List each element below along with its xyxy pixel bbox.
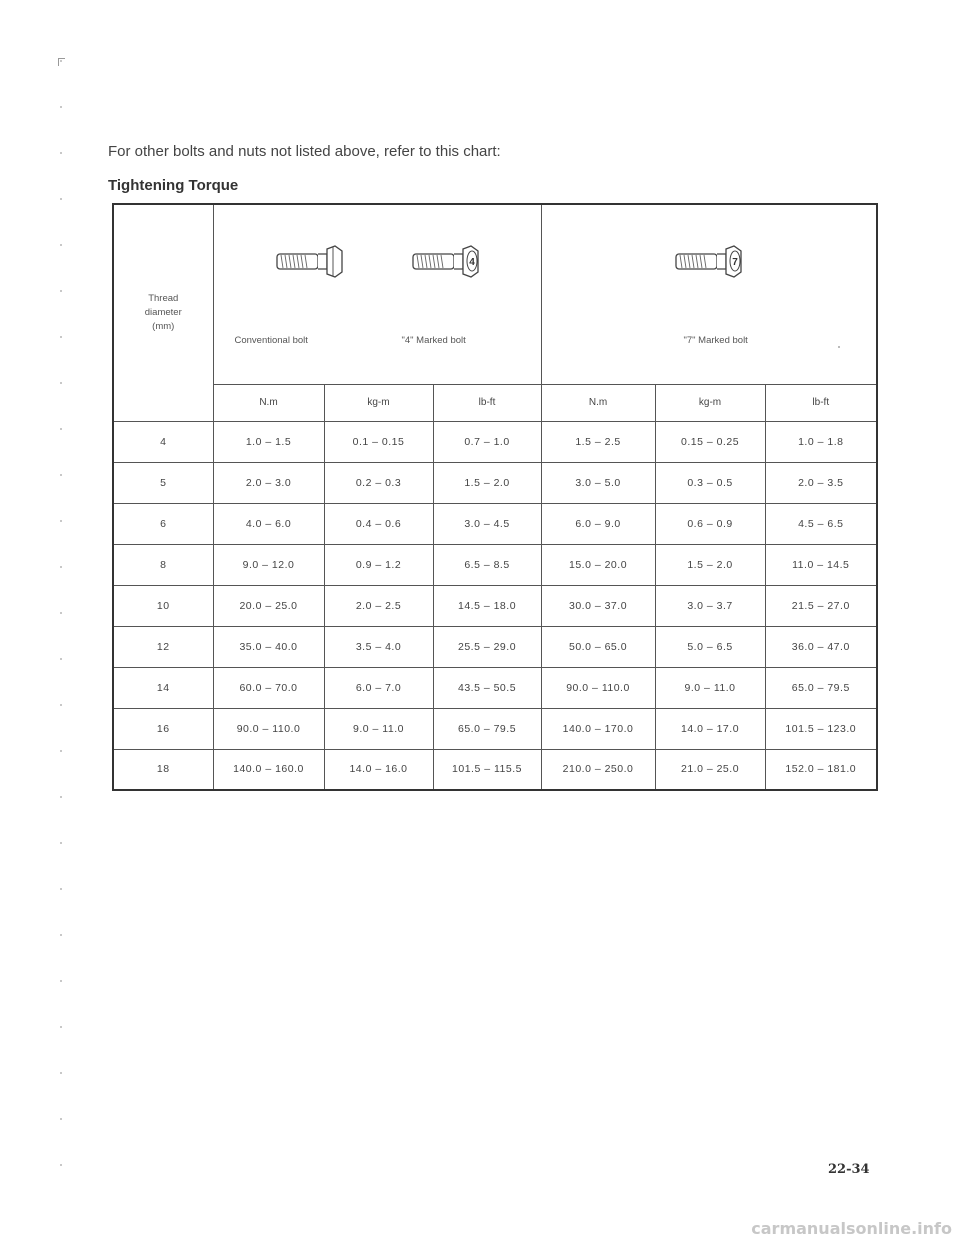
torque-cell: 90.0 – 110.0 <box>541 667 655 708</box>
table-row <box>113 544 877 585</box>
thread-diameter-cell: 12 <box>113 626 213 667</box>
torque-cell: 5.0 – 6.5 <box>655 626 765 667</box>
torque-cell: 36.0 – 47.0 <box>765 626 877 667</box>
torque-cell: 2.0 – 2.5 <box>324 585 433 626</box>
torque-cell: 101.5 – 123.0 <box>765 708 877 749</box>
unit-header: lb-ft <box>765 384 877 421</box>
torque-cell: 65.0 – 79.5 <box>433 708 541 749</box>
thread-diameter-cell: 10 <box>113 585 213 626</box>
thread-diameter-cell: 8 <box>113 544 213 585</box>
torque-cell: 3.0 – 5.0 <box>541 462 655 503</box>
torque-cell: 3.0 – 4.5 <box>433 503 541 544</box>
conventional-4-marked-header <box>213 204 541 384</box>
marked-7-bolt-icon <box>674 243 744 279</box>
torque-cell: 101.5 – 115.5 <box>433 749 541 790</box>
thread-diameter-cell: 5 <box>113 462 213 503</box>
torque-cell: 21.0 – 25.0 <box>655 749 765 790</box>
conventional-bolt-label: Conventional bolt <box>234 335 308 346</box>
marked-4-bolt-icon <box>411 243 481 279</box>
unit-header: N.m <box>213 384 324 421</box>
section-title: Tightening Torque <box>108 177 239 194</box>
intro-text: For other bolts and nuts not listed above, refer to this chart: <box>108 143 501 160</box>
table-row <box>113 585 877 626</box>
torque-cell: 90.0 – 110.0 <box>213 708 324 749</box>
torque-cell: 4.5 – 6.5 <box>765 503 877 544</box>
torque-cell: 43.5 – 50.5 <box>433 667 541 708</box>
watermark: carmanualsonline.info <box>751 1219 952 1238</box>
torque-cell: 1.5 – 2.5 <box>541 421 655 462</box>
marked-7-bolt-label: "7" Marked bolt <box>683 335 748 346</box>
torque-cell: 210.0 – 250.0 <box>541 749 655 790</box>
torque-cell: 11.0 – 14.5 <box>765 544 877 585</box>
torque-cell: 14.0 – 17.0 <box>655 708 765 749</box>
margin-ticks <box>60 60 62 1180</box>
torque-cell: 1.0 – 1.8 <box>765 421 877 462</box>
thread-diameter-header: Thread diameter (mm) <box>113 204 213 421</box>
torque-cell: 14.5 – 18.0 <box>433 585 541 626</box>
table-row <box>113 626 877 667</box>
torque-cell: 6.0 – 9.0 <box>541 503 655 544</box>
torque-cell: 20.0 – 25.0 <box>213 585 324 626</box>
torque-cell: 35.0 – 40.0 <box>213 626 324 667</box>
torque-cell: 4.0 – 6.0 <box>213 503 324 544</box>
torque-cell: 15.0 – 20.0 <box>541 544 655 585</box>
torque-cell: 2.0 – 3.0 <box>213 462 324 503</box>
torque-table <box>112 203 878 791</box>
torque-cell: 3.5 – 4.0 <box>324 626 433 667</box>
torque-cell: 0.2 – 0.3 <box>324 462 433 503</box>
table-row <box>113 421 877 462</box>
thread-diameter-cell: 6 <box>113 503 213 544</box>
marked-7-header <box>541 204 877 384</box>
speck <box>838 346 840 348</box>
torque-cell: 140.0 – 160.0 <box>213 749 324 790</box>
torque-cell: 21.5 – 27.0 <box>765 585 877 626</box>
unit-header: lb-ft <box>433 384 541 421</box>
torque-cell: 0.3 – 0.5 <box>655 462 765 503</box>
crop-mark <box>58 58 65 59</box>
torque-cell: 3.0 – 3.7 <box>655 585 765 626</box>
table-row <box>113 708 877 749</box>
unit-header: kg-m <box>324 384 433 421</box>
head-mark-4: 4 <box>468 257 475 268</box>
thread-diameter-cell: 14 <box>113 667 213 708</box>
table-row <box>113 503 877 544</box>
marked-4-bolt-label: "4" Marked bolt <box>401 335 466 346</box>
torque-cell: 0.1 – 0.15 <box>324 421 433 462</box>
torque-cell: 9.0 – 11.0 <box>324 708 433 749</box>
torque-cell: 50.0 – 65.0 <box>541 626 655 667</box>
torque-cell: 2.0 – 3.5 <box>765 462 877 503</box>
thread-diameter-cell: 18 <box>113 749 213 790</box>
table-row <box>113 667 877 708</box>
torque-cell: 0.6 – 0.9 <box>655 503 765 544</box>
torque-cell: 14.0 – 16.0 <box>324 749 433 790</box>
torque-cell: 25.5 – 29.0 <box>433 626 541 667</box>
torque-cell: 140.0 – 170.0 <box>541 708 655 749</box>
torque-cell: 0.15 – 0.25 <box>655 421 765 462</box>
unit-header: N.m <box>541 384 655 421</box>
torque-cell: 0.9 – 1.2 <box>324 544 433 585</box>
torque-cell: 65.0 – 79.5 <box>765 667 877 708</box>
torque-cell: 0.7 – 1.0 <box>433 421 541 462</box>
torque-cell: 152.0 – 181.0 <box>765 749 877 790</box>
page-number: 22-34 <box>828 1162 870 1177</box>
unit-header: kg-m <box>655 384 765 421</box>
torque-cell: 9.0 – 11.0 <box>655 667 765 708</box>
torque-cell: 1.5 – 2.0 <box>655 544 765 585</box>
torque-cell: 60.0 – 70.0 <box>213 667 324 708</box>
table-row <box>113 462 877 503</box>
torque-cell: 30.0 – 37.0 <box>541 585 655 626</box>
conventional-bolt-icon <box>275 243 345 279</box>
torque-cell: 6.5 – 8.5 <box>433 544 541 585</box>
torque-cell: 9.0 – 12.0 <box>213 544 324 585</box>
thread-diameter-cell: 16 <box>113 708 213 749</box>
head-mark-7: 7 <box>731 257 738 268</box>
table-row <box>113 749 877 790</box>
torque-cell: 1.0 – 1.5 <box>213 421 324 462</box>
unit-row <box>113 384 877 421</box>
torque-cell: 6.0 – 7.0 <box>324 667 433 708</box>
thread-diameter-cell: 4 <box>113 421 213 462</box>
torque-cell: 1.5 – 2.0 <box>433 462 541 503</box>
torque-cell: 0.4 – 0.6 <box>324 503 433 544</box>
